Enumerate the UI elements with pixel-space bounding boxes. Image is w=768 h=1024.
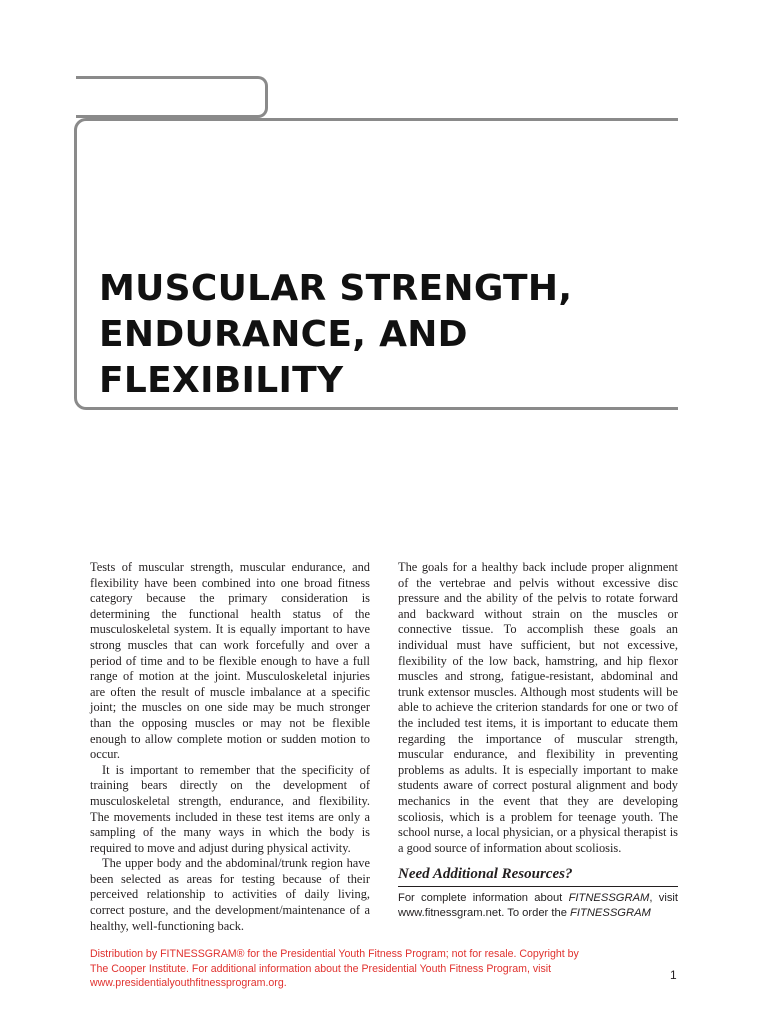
distribution-notice-line: The Cooper Institute. For additional information about the Presidential Youth Fitness Program, visit bbox=[90, 962, 552, 975]
resources-brand: FITNESSGRAM bbox=[570, 907, 651, 920]
resources-text bbox=[398, 891, 678, 921]
distribution-notice bbox=[90, 947, 630, 991]
resources-brand: FITNESSGRAM bbox=[568, 892, 650, 905]
body-column-right bbox=[398, 560, 678, 922]
body-paragraph: The upper body and the abdominal/trunk region have been selected as areas for testing because of their perceived relationship to activities of daily living, correct posture, and the development/maintenance of a healthy, well-functioning back. bbox=[90, 856, 370, 933]
distribution-notice-line: Distribution by FITNESSGRAM® for the Presidential Youth Fitness Program; not for resale. Copyright by bbox=[90, 948, 579, 960]
body-paragraph: The goals for a healthy back include proper alignment of the vertebrae and pelvis without excessive disc pressure and the ability of the pelvis to rotate forward and backward without strain on the muscles or connective tissue. To accomplish these goals an individual must have sufficient, but not excessive, flexibility of the low back, hamstring, and hip flexor muscles and strong, fatigue-resistant, abdominal and trunk extensor muscles. Although most students will be able to achieve the criterion standards for one or two of the included test items, it is important to educate them regarding the importance of muscular strength, muscular endurance, and flexibility in preventing problems as adults. It is especially important to make students aware of correct postural alignment and body mechanics in the event that they are developing scoliosis, which is a problem for teenage youth. The school nurse, a local physician, or a physical therapist is a good source of information about scoliosis. bbox=[398, 560, 678, 855]
page-number: 1 bbox=[670, 968, 677, 982]
resources-text-part: For complete information about bbox=[398, 892, 569, 905]
body-paragraph: It is important to remember that the specificity of training bears directly on the development of musculoskeletal strength, endurance, and flexibility. The movements included in these test items are only a sampling of the many ways in which the body is required to move and adjust during physical activity. bbox=[90, 762, 370, 855]
resources-heading: Need Additional Resources? bbox=[398, 865, 678, 887]
chapter-title-line-2: ENDURANCE, AND FLEXIBILITY bbox=[99, 314, 468, 401]
chapter-title bbox=[99, 266, 699, 404]
body-paragraph: Tests of muscular strength, muscular endurance, and flexibility have been combined into one broad fitness category because the primary consideration is determining the functional health status of the musculoskeletal system. It is equally important to have strong muscles that can work forcefully and over a period of time and to be flexible enough to have a full range of motion at the joint. Musculoskeletal injuries are often the result of muscle imbalance at a specific joint; the muscles on one side may be much stronger than the opposing muscles or may not be flexible enough to allow complete motion or sudden motion to occur. bbox=[90, 560, 370, 762]
chapter-title-line-1: MUSCULAR STRENGTH, bbox=[99, 268, 573, 309]
distribution-notice-line: www.presidentialyouthfitnessprogram.org. bbox=[90, 977, 287, 990]
resources-text-part: , visit www.fitnessgram.net. To order the bbox=[398, 892, 679, 920]
chapter-tab-frame bbox=[76, 76, 268, 118]
body-column-left bbox=[90, 560, 370, 934]
